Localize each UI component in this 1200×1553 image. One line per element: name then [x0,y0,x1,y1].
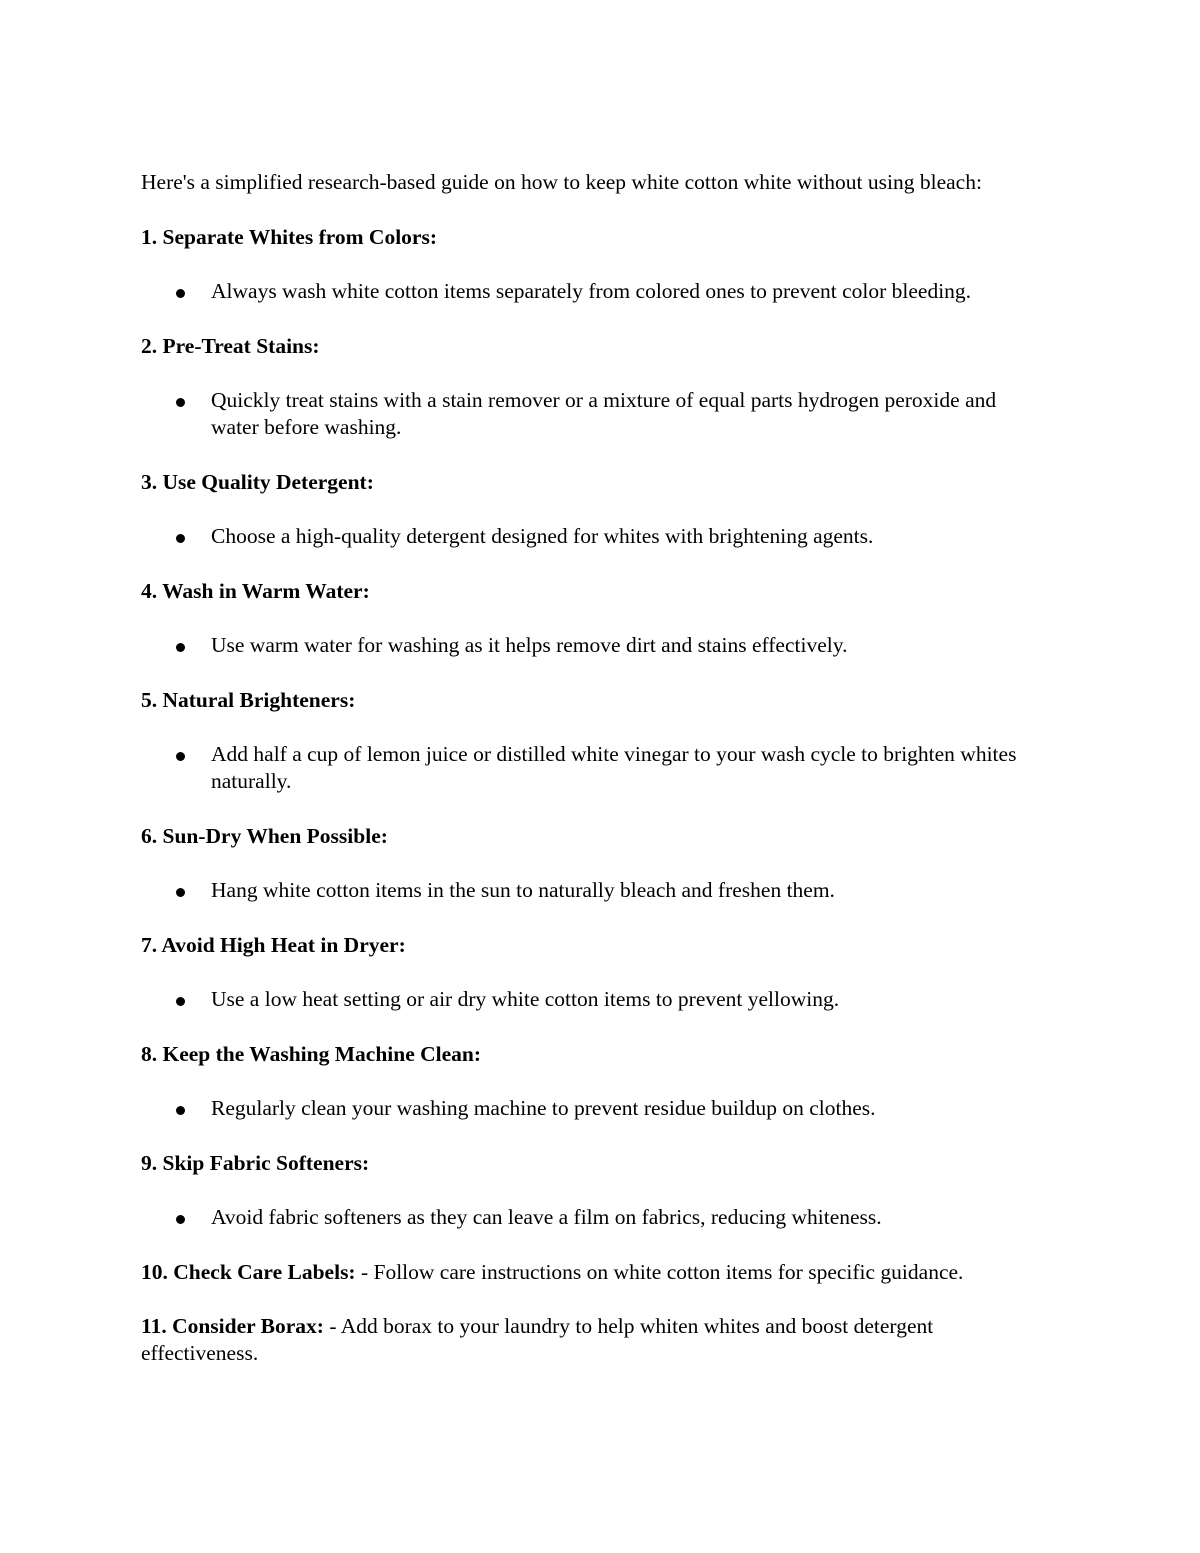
bullet-text: Choose a high-quality detergent designed for whites with brightening agents. [211,524,874,548]
section-2 [141,333,1041,441]
bullet-icon [176,534,185,543]
section-9 [141,1150,1041,1231]
bullet-text: Quickly treat stains with a stain remover or a mixture of equal parts hydrogen peroxide and water before washing. [211,388,997,439]
bullet-text: Always wash white cotton items separately from colored ones to prevent color bleeding. [211,279,972,303]
section-heading: 3. Use Quality Detergent: [141,470,374,494]
section-6 [141,823,1041,904]
section-heading: 1. Separate Whites from Colors: [141,225,437,249]
section-heading: 9. Skip Fabric Softeners: [141,1151,370,1175]
bullet-icon [176,997,185,1006]
bullet-list [141,986,1041,1013]
section-heading: 10. Check Care Labels: [141,1260,356,1284]
section-text: - Follow care instructions on white cotton items for specific guidance. [355,1260,964,1284]
bullet-text: Use warm water for washing as it helps remove dirt and stains effectively. [211,633,848,657]
list-item [141,986,1041,1013]
bullet-text: Avoid fabric softeners as they can leave a film on fabrics, reducing whiteness. [211,1205,882,1229]
list-item [141,741,1041,795]
bullet-text: Use a low heat setting or air dry white cotton items to prevent yellowing. [211,987,840,1011]
list-item [141,1095,1041,1122]
bullet-text: Hang white cotton items in the sun to naturally bleach and freshen them. [211,878,835,902]
bullet-icon [176,1106,185,1115]
section-heading: 8. Keep the Washing Machine Clean: [141,1042,482,1066]
bullet-icon [176,752,185,761]
section-5 [141,687,1041,795]
list-item [141,1204,1041,1231]
section-text: - Add borax to your laundry to help whiten whites and boost detergent effectiveness. [141,1314,934,1365]
section-10 [141,1259,1041,1286]
bullet-text: Regularly clean your washing machine to prevent residue buildup on clothes. [211,1096,876,1120]
bullet-list [141,1095,1041,1122]
section-3 [141,469,1041,550]
section-heading: 7. Avoid High Heat in Dryer: [141,933,406,957]
list-item [141,632,1041,659]
bullet-list [141,877,1041,904]
bullet-icon [176,398,185,407]
section-11 [141,1313,1041,1367]
section-4 [141,578,1041,659]
bullet-list [141,632,1041,659]
bullet-list [141,278,1041,305]
bullet-icon [176,888,185,897]
document-page [141,169,1041,1394]
section-1 [141,224,1041,305]
bullet-icon [176,643,185,652]
bullet-list [141,741,1041,795]
bullet-icon [176,289,185,298]
section-heading: 2. Pre-Treat Stains: [141,334,320,358]
list-item [141,278,1041,305]
section-heading: 5. Natural Brighteners: [141,688,356,712]
section-heading: 11. Consider Borax: [141,1314,324,1338]
section-heading: 6. Sun-Dry When Possible: [141,824,388,848]
bullet-list [141,1204,1041,1231]
bullet-text: Add half a cup of lemon juice or distilled white vinegar to your wash cycle to brighten whites naturally. [211,742,1017,793]
section-8 [141,1041,1041,1122]
bullet-list [141,523,1041,550]
intro-paragraph: Here's a simplified research-based guide on how to keep white cotton white without using bleach: [141,170,982,194]
section-heading: 4. Wash in Warm Water: [141,579,370,603]
bullet-list [141,387,1041,441]
list-item [141,877,1041,904]
list-item [141,387,1041,441]
section-7 [141,932,1041,1013]
list-item [141,523,1041,550]
bullet-icon [176,1215,185,1224]
